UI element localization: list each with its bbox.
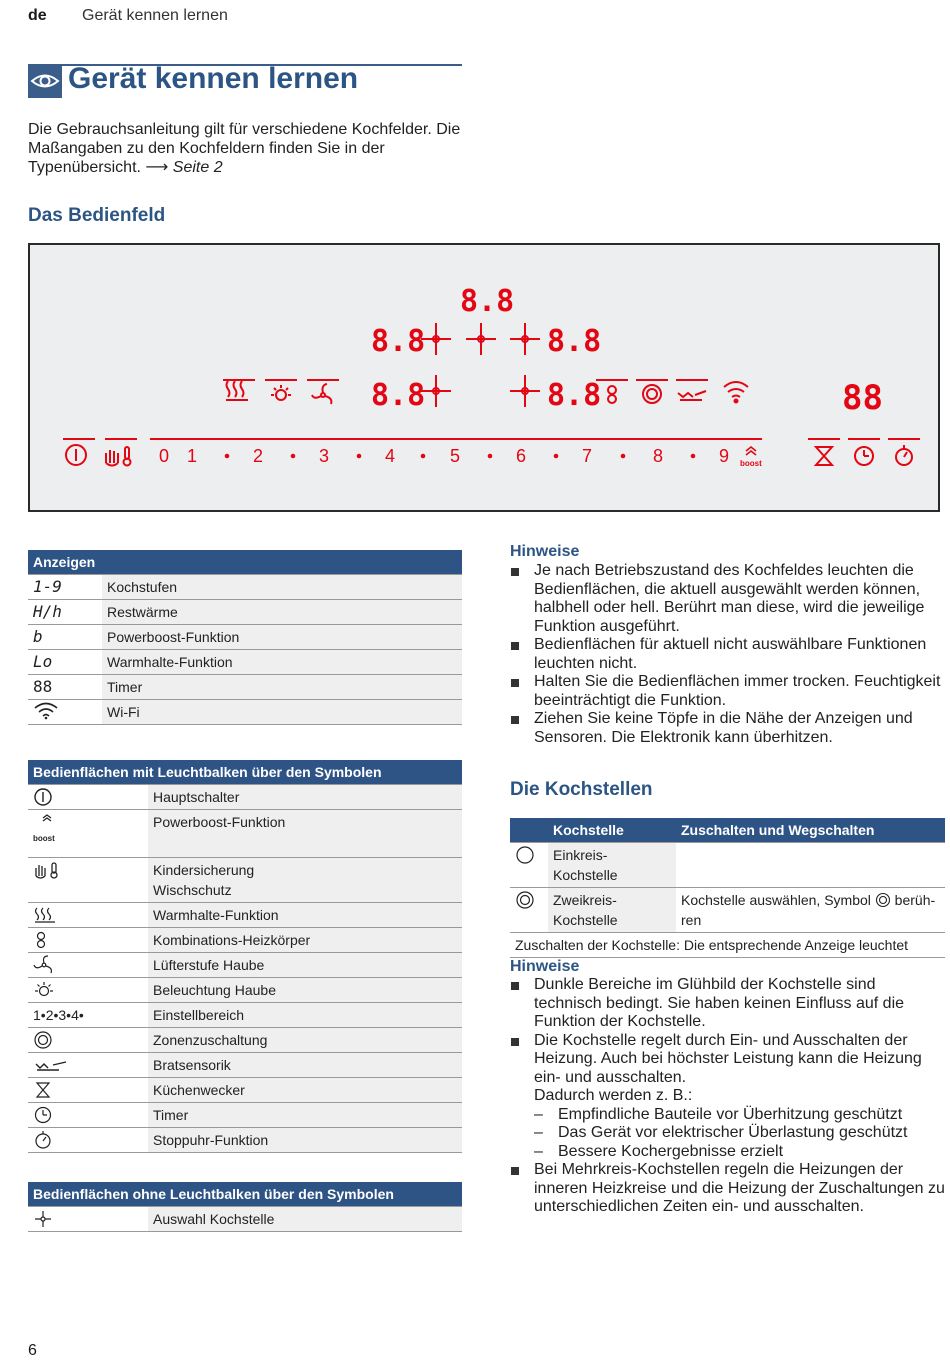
segment-display-right-upper: 8.8 [547, 324, 602, 359]
col-header-zuschalten: Zuschalten und Wegschalten [676, 818, 945, 843]
keep-warm-icon [33, 905, 143, 925]
zone-icon[interactable] [643, 385, 661, 403]
timer-icon[interactable] [855, 447, 873, 465]
dash-list [534, 1106, 945, 1162]
table-cell-label: Timer [148, 1103, 462, 1128]
power-icon [33, 787, 143, 807]
list-item-text: Die Kochstelle regelt durch Ein- und Ausschalten der Heizung. Auch bei höchster Leistung kann die Heizung ein- und ausschalten. [534, 1031, 922, 1086]
ohne-leuchtbalken-header: Bedienflächen ohne Leuchtbalken über den Symbolen [28, 1182, 462, 1207]
fan-icon[interactable] [312, 384, 331, 404]
segment-display-right-lower: 8.8 [547, 378, 602, 413]
stopwatch-icon [33, 1130, 143, 1150]
page-number: 6 [28, 1342, 37, 1359]
table-row [28, 1103, 462, 1128]
table-cell-label: Kindersicherung [153, 862, 255, 878]
table-cell-label: Beleuchtung Haube [148, 978, 462, 1003]
table-row [28, 600, 462, 625]
table-cell-label: Lüfterstufe Haube [148, 953, 462, 978]
timer-icon [33, 1105, 143, 1125]
stopwatch-icon[interactable] [896, 445, 912, 465]
scale-value[interactable]: 3 [318, 446, 330, 466]
segment-symbol: 88 [33, 677, 53, 696]
list-item: Dunkle Bereiche im Glühbild der Kochstelle sind technisch bedingt. Sie haben keinen Einfluss auf die Funktion der Kochstelle. [510, 976, 945, 1032]
boost-icon [33, 812, 143, 850]
table-row [28, 650, 462, 675]
zone-select-icon[interactable] [466, 323, 496, 355]
table-cell-label: Timer [102, 675, 462, 700]
table-cell-label: Restwärme [102, 600, 462, 625]
table-row [28, 928, 462, 953]
table-cell-label: Einstellbereich [148, 1003, 462, 1028]
table-footer-note: Zuschalten der Kochstelle: Die entsprechende Anzeige leuchtet [510, 933, 945, 958]
language-label: de [28, 7, 47, 24]
zone-select-icon [33, 1209, 143, 1229]
zone-select-icons [421, 323, 540, 407]
ohne-leuchtbalken-table [28, 1182, 462, 1232]
child-lock-icon[interactable] [106, 447, 131, 466]
page-title: Gerät kennen lernen [68, 62, 359, 95]
segment-symbol: Lo [33, 652, 53, 671]
table-cell-label: Zweikreis-Kochstelle [548, 888, 676, 933]
zone-select-icon[interactable] [510, 323, 540, 355]
table-row [28, 978, 462, 1003]
frying-sensor-icon [33, 1055, 143, 1075]
scale-value[interactable]: 1 [186, 446, 198, 466]
child-lock-icon [33, 860, 143, 880]
dash-item: – Das Gerät vor elektrischer Überlastung geschützt [534, 1124, 945, 1143]
list-item: Halten Sie die Bedienflächen immer trocken. Feuchtigkeit beeinträchtigt die Funktion. [510, 673, 945, 710]
cooking-zones-heading: Die Kochstellen [510, 779, 653, 800]
cooking-zones-table [510, 818, 945, 958]
segment-display-top: 8.8 [460, 284, 515, 319]
scale-value[interactable]: 8 [652, 446, 664, 466]
frying-sensor-icon[interactable] [678, 391, 706, 400]
table-cell-label: Hauptschalter [148, 785, 462, 810]
intro-text: Die Gebrauchsanleitung gilt für verschiedene Kochfelder. Die Maßangaben zu den Kochfeldern finden Sie in der Typenübersicht. ⟶ [28, 121, 461, 176]
combination-icon[interactable] [608, 386, 616, 403]
list-item: Bedienflächen für aktuell nicht auswählbare Funktionen leuchten nicht. [510, 636, 945, 673]
list-item: Ziehen Sie keine Töpfe in die Nähe der Anzeigen und Sensoren. Die Elektronik kann überhitzen. [510, 710, 945, 747]
table-row [510, 888, 945, 933]
mit-leuchtbalken-header: Bedienflächen mit Leuchtbalken über den Symbolen [28, 760, 462, 785]
table-cell-text: berüh- [894, 892, 936, 908]
table-cell-label: Powerboost-Funktion [102, 625, 462, 650]
table-row [28, 903, 462, 928]
scale-value[interactable]: 9 [718, 446, 730, 466]
anzeigen-table [28, 550, 462, 725]
table-row [28, 858, 462, 903]
wifi-icon[interactable] [724, 382, 748, 403]
scale-value[interactable]: 0 [158, 446, 170, 466]
scale-value[interactable]: 5 [449, 446, 461, 466]
table-cell-label: Kochstufen [102, 575, 462, 600]
table-row [28, 1003, 462, 1028]
table-row [28, 785, 462, 810]
light-icon [33, 980, 143, 1000]
table-cell-label: Kombinations-Heizkörper [148, 928, 462, 953]
list-item: Je nach Betriebszustand des Kochfeldes leuchten die Bedienflächen, die aktuell ausgewählt werden können, halbhell oder hell. Berührt man diese, wird die jeweilige Funktion ausgeführt. [510, 562, 945, 636]
eye-icon [28, 64, 62, 98]
table-cell-label: Stoppuhr-Funktion [148, 1128, 462, 1153]
scale-value[interactable]: 6 [515, 446, 527, 466]
list-item-subtext: Dadurch werden z. B.: [534, 1087, 693, 1104]
zone-icon [875, 892, 891, 908]
segment-symbol: b [33, 627, 43, 646]
col-header-kochstelle: Kochstelle [548, 818, 676, 843]
mit-leuchtbalken-table [28, 760, 462, 1153]
zone-icon [33, 1030, 143, 1050]
wifi-icon [33, 702, 97, 720]
dual-circuit-icon [515, 890, 543, 910]
segment-symbol: H/h [33, 602, 62, 621]
segment-display-timer: 88 [842, 378, 883, 418]
table-row [28, 953, 462, 978]
scale-value[interactable]: 7 [581, 446, 593, 466]
boost-icon[interactable] [740, 447, 762, 468]
page-reference-link[interactable]: Seite 2 [172, 159, 223, 176]
control-panel-heading: Das Bedienfeld [28, 205, 166, 226]
dash-item: – Empfindliche Bauteile vor Überhitzung geschützt [534, 1106, 945, 1125]
hints-list-2 [510, 976, 945, 1217]
table-cell-label: Zonenzuschaltung [148, 1028, 462, 1053]
table-cell-label: Powerboost-Funktion [148, 810, 462, 858]
light-icon[interactable] [271, 385, 291, 400]
table-cell-label: Auswahl Kochstelle [148, 1207, 462, 1232]
table-cell-text: Kochstelle auswählen, Symbol [681, 892, 871, 908]
table-row [28, 1128, 462, 1153]
table-row [28, 810, 462, 858]
boost-label: boost [33, 834, 55, 843]
fan-icon [33, 955, 143, 975]
table-cell-text: ren [681, 912, 702, 928]
table-row [28, 1078, 462, 1103]
table-cell-label: Warmhalte-Funktion [148, 903, 462, 928]
scale-value[interactable]: 2 [252, 446, 264, 466]
table-cell-label: Wischschutz [153, 882, 232, 898]
table-row [28, 1028, 462, 1053]
list-item [510, 1032, 945, 1162]
table-row [28, 625, 462, 650]
table-row [28, 1207, 462, 1232]
dash-item: – Bessere Kochergebnisse erzielt [534, 1143, 945, 1162]
hints-list-1 [510, 562, 945, 747]
segment-display-left-lower: 8.8 [371, 378, 426, 413]
hints-heading-2: Hinweise [510, 958, 580, 975]
power-icon[interactable] [66, 445, 86, 465]
table-row [28, 1053, 462, 1078]
control-panel-diagram [28, 243, 940, 512]
zone-select-icon[interactable] [510, 375, 540, 407]
table-row [510, 843, 945, 888]
table-cell-label: Wi-Fi [102, 700, 462, 725]
zone-select-icon[interactable] [421, 323, 451, 355]
running-header: Gerät kennen lernen [82, 7, 228, 24]
segment-symbol: 1-9 [33, 577, 62, 596]
kitchen-timer-icon[interactable] [816, 447, 832, 465]
zone-select-icon[interactable] [421, 375, 451, 407]
scale-symbol: 1•2•3•4• [33, 1007, 84, 1023]
table-row [28, 675, 462, 700]
single-circuit-icon [515, 845, 543, 865]
anzeigen-header: Anzeigen [28, 550, 462, 575]
table-row [28, 700, 462, 725]
table-cell-label: Küchenwecker [148, 1078, 462, 1103]
list-item: Bei Mehrkreis-Kochstellen regeln die Heizungen der inneren Heizkreise und die Heizung der Zuschaltungen zu unterschiedlichen Zeiten ein- und ausschalten. [510, 1161, 945, 1217]
table-cell-label: Warmhalte-Funktion [102, 650, 462, 675]
boost-label: boost [740, 459, 762, 468]
segment-display-left-upper: 8.8 [371, 324, 426, 359]
intro-paragraph [28, 120, 468, 177]
keep-warm-icon[interactable] [226, 381, 248, 400]
scale-value[interactable]: 4 [384, 446, 396, 466]
hints-heading-1: Hinweise [510, 543, 580, 560]
kitchen-timer-icon [33, 1080, 143, 1100]
table-row [28, 575, 462, 600]
table-cell-label: Bratsensorik [148, 1053, 462, 1078]
table-cell-label: Einkreis-Kochstelle [548, 843, 676, 888]
combination-icon [33, 930, 143, 950]
table-row [510, 933, 945, 958]
